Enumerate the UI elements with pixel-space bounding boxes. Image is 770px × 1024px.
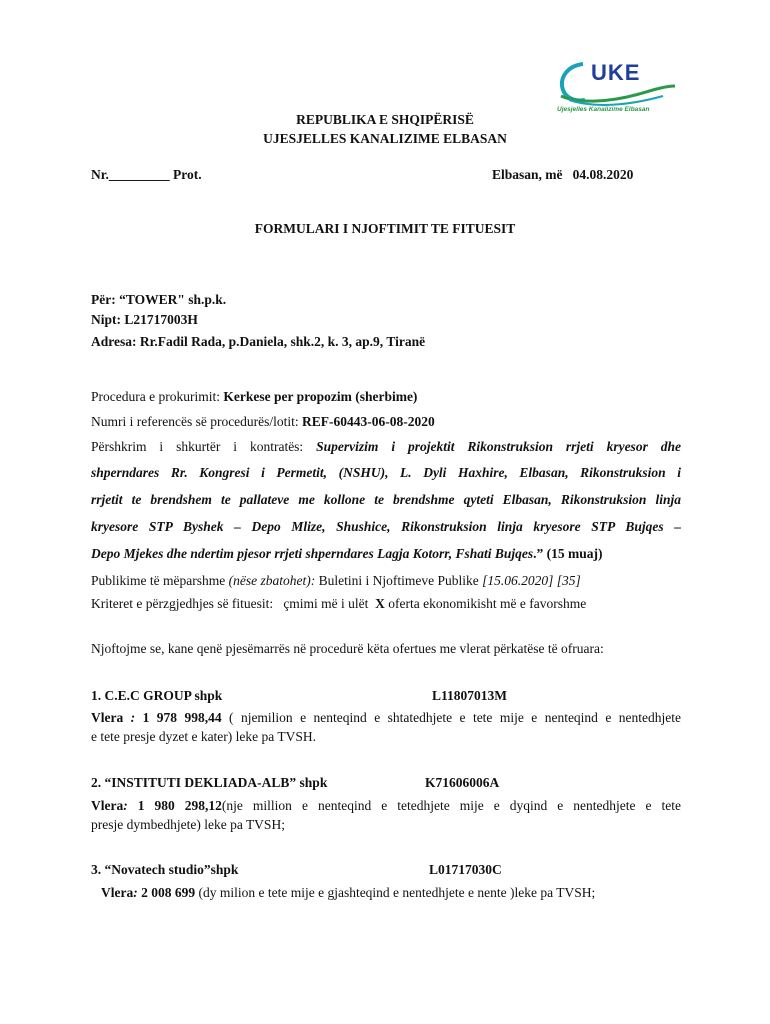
bidder-value: Vlera: 1 980 298,12(nje million e nenteqind e tetedhjete mije e dyqind e nentedhjete e tete bbox=[91, 798, 682, 813]
nr-blank: _________ bbox=[108, 167, 170, 182]
bidder-value-words: presje dymbedhjete) leke pa TVSH; bbox=[91, 817, 285, 832]
bidder-nipt: K71606006A bbox=[425, 775, 500, 790]
reference-label: Numri i referencës së procedurës/lotit: bbox=[91, 414, 299, 429]
bid-amount: 1 978 998,44 bbox=[142, 710, 222, 725]
recipient-name: Për: “TOWER" sh.p.k. bbox=[91, 292, 227, 307]
place-label: Elbasan, më bbox=[492, 167, 563, 182]
document-date: 04.08.2020 bbox=[572, 167, 634, 182]
bidder-value-words: e tete presje dyzet e kater) leke pa TVSH. bbox=[91, 729, 317, 744]
bidder-name: 2. “INSTITUTI DEKLIADA-ALB” shpk bbox=[91, 775, 328, 790]
bidder-nipt: L11807013M bbox=[432, 688, 508, 703]
contract-duration: .” (15 muaj) bbox=[533, 546, 603, 561]
recipient-nipt: Nipt: L21717003H bbox=[91, 312, 198, 327]
bid-amount: 1 980 298,12 bbox=[137, 798, 222, 813]
header-republika: REPUBLIKA E SHQIPËRISË bbox=[296, 112, 474, 127]
logo-subtitle: Ujesjelles Kanalizime Elbasan bbox=[557, 106, 650, 113]
description-line-4: kryesore STP Byshek – Depo Mlize, Shushice, Rikonstruksion linja kryesore STP Bujqes – bbox=[91, 519, 681, 534]
procedure-type-value: Kerkese per propozim (sherbime) bbox=[223, 389, 418, 404]
header-institution: UJESJELLES KANALIZIME ELBASAN bbox=[263, 131, 507, 146]
previous-publications: Publikime të mëparshme (nëse zbatohet): Buletini i Njoftimeve Publike [15.06.2020] [35] bbox=[91, 573, 581, 588]
description-line-3: rrjetit te brendshem te pallateve me kollone te brendshme qyteti Elbasan, Rikonstruksion linja bbox=[91, 492, 681, 507]
prot-label: Prot. bbox=[173, 167, 202, 182]
description-line-1: Përshkrim i shkurtër i kontratës: Supervizim i projektit Rikonstruksion rrjeti kryesor dhe bbox=[91, 439, 681, 454]
description-line-5: Depo Mjekes dhe ndertim pjesor rrjeti shperndares Lagja Kotorr, Fshati Bujqes.” (15 muaj) bbox=[91, 546, 603, 561]
description-line-2: shperndares Rr. Kongresi i Permetit, (NSHU), L. Dyli Haxhire, Elbasan, Rikonstruksion i bbox=[91, 465, 681, 480]
nr-label: Nr. bbox=[91, 167, 109, 182]
bidder-name: 1. C.E.C GROUP shpk bbox=[91, 688, 223, 703]
bidder-value: Vlera: 2 008 699 (dy milion e tete mije e gjashteqind e nentedhjete e nente )leke pa TVSH; bbox=[101, 885, 596, 900]
ukeb-logo bbox=[553, 56, 679, 120]
place-date bbox=[492, 167, 633, 183]
reference-number bbox=[91, 414, 435, 430]
notice-text: Njoftojme se, kane qenë pjesëmarrës në procedurë këta ofertues me vlerat përkatëse të ofruara: bbox=[91, 641, 604, 656]
reference-value: REF-60443-06-08-2020 bbox=[302, 414, 435, 429]
logo-text: UKE bbox=[591, 60, 641, 85]
bid-amount: 2 008 699 bbox=[141, 885, 196, 900]
procedure-type-label: Procedura e prokurimit: bbox=[91, 389, 220, 404]
recipient-address: Adresa: Rr.Fadil Rada, p.Daniela, shk.2, k. 3, ap.9, Tiranë bbox=[91, 334, 426, 349]
selection-criteria: Kriteret e përzgjedhjes së fituesit: çmimi më i ulët X oferta ekonomikisht më e favorshme bbox=[91, 596, 587, 611]
bidder-name: 3. “Novatech studio”shpk bbox=[91, 862, 239, 877]
bidder-nipt: L01717030C bbox=[429, 862, 502, 877]
bidder-value: Vlera : 1 978 998,44 ( njemilion e nenteqind e shtatedhjete e tete mije e nenteqind e nentedhjete bbox=[91, 710, 682, 725]
procedure-type bbox=[91, 389, 417, 405]
page-title: FORMULARI I NJOFTIMIT TE FITUESIT bbox=[254, 221, 516, 236]
criteria-checkmark: X bbox=[375, 596, 385, 611]
protocol-number bbox=[91, 167, 202, 183]
description-label: Përshkrim i shkurtër i kontratës: bbox=[91, 439, 304, 454]
